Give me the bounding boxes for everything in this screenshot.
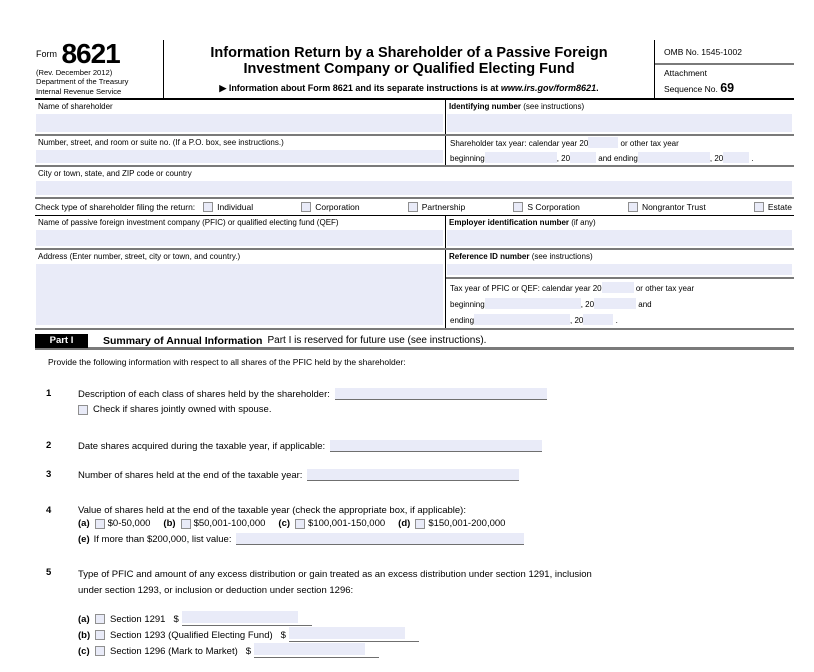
section-1291-label: Section 1291 — [110, 613, 166, 625]
shareholder-tax-year-line-2: beginning , 20 and ending , 20 . — [450, 153, 754, 163]
s-corporation-checkbox[interactable] — [513, 202, 523, 212]
section-1296-checkbox[interactable] — [95, 646, 105, 656]
line-4e — [78, 533, 794, 545]
line-2 — [46, 440, 794, 452]
shareholder-tax-year-line-1: Shareholder tax year: calendar year 20 or other tax year — [450, 139, 679, 149]
estate-checkbox[interactable] — [754, 202, 764, 212]
part-1-header — [35, 334, 794, 350]
value-0-50000-label: $0-50,000 — [107, 518, 151, 530]
form-header — [35, 40, 794, 100]
name-of-shareholder-field[interactable] — [36, 114, 443, 133]
individual-checkbox[interactable] — [203, 202, 213, 212]
check-type-label: Check type of shareholder filing the return: — [35, 202, 196, 213]
type-corporation: Corporation — [301, 202, 359, 212]
pfic-ending-date-field[interactable] — [474, 314, 570, 325]
type-s-corporation: S Corporation — [513, 202, 579, 212]
shareholder-beginning-date-field[interactable] — [485, 152, 557, 163]
shareholder-ending-date-field[interactable] — [638, 152, 710, 163]
line-4e-field[interactable] — [236, 533, 524, 545]
form-number-line — [36, 38, 160, 69]
section-1291-amount-field[interactable] — [182, 613, 312, 626]
line-1-number: 1 — [46, 388, 52, 400]
value-100001-150000-label: $100,001-150,000 — [308, 518, 386, 530]
city-field[interactable] — [36, 181, 792, 196]
line-3-label: Number of shares held at the end of the taxable year: — [78, 469, 519, 481]
form-title — [172, 45, 646, 77]
type-estate: Estate — [754, 202, 792, 212]
street-label: Number, street, and room or suite no. (If a P.O. box, see instructions.) — [38, 138, 284, 148]
section-1293-amount-field[interactable] — [289, 629, 419, 642]
line-5-label: Type of PFIC and amount of any excess distribution or gain treated as an excess distribution under section 1291, inclusion under section 1293, or inclusion or deduction under section 1296: — [78, 569, 592, 596]
omb-number: OMB No. 1545-1002 — [655, 40, 794, 65]
pfic-beginning-date-field[interactable] — [485, 298, 581, 309]
section-1296-amount-field[interactable] — [254, 645, 379, 658]
value-50001-100000-label: $50,001-100,000 — [193, 518, 266, 530]
section-1293-checkbox[interactable] — [95, 630, 105, 640]
section-1291-row: (a) Section 1291 $ — [78, 613, 794, 626]
section-1293-dollar: $ — [280, 629, 286, 641]
form-title-block — [164, 40, 655, 98]
line-4-number: 4 — [46, 505, 52, 517]
line-4 — [46, 505, 794, 516]
line-1 — [46, 388, 794, 400]
attachment-line-2: Sequence No. 69 — [664, 80, 735, 95]
pfic-name-label: Name of passive foreign investment company (PFIC) or qualified electing fund (QEF) — [38, 218, 339, 228]
pfic-tax-year-line-1: Tax year of PFIC or QEF: calendar year 20 or other tax year — [450, 284, 695, 294]
line-1-label: Description of each class of shares held by the shareholder: — [78, 388, 547, 400]
agency-line-1: Department of the Treasury — [36, 77, 129, 87]
option-d-letter: (d) — [398, 518, 411, 530]
value-0-50000-checkbox[interactable] — [95, 519, 105, 529]
value-150001-200000-checkbox[interactable] — [415, 519, 425, 529]
row-street-taxyear — [35, 136, 794, 167]
address-label: Address (Enter number, street, city or town, and country.) — [38, 252, 241, 262]
line-2-field[interactable] — [330, 440, 542, 452]
city-label: City or town, state, and ZIP code or country — [38, 169, 192, 179]
option-e-letter: (e) — [78, 533, 90, 545]
value-150001-200000-label: $150,001-200,000 — [428, 518, 506, 530]
shareholder-calendar-year-field[interactable] — [588, 137, 618, 148]
form-title-line-1: Information Return by a Shareholder of a Passive Foreign — [210, 45, 608, 61]
pfic-tax-year-line-2: beginning , 20 and — [450, 300, 652, 310]
agency-line-2: Internal Revenue Service — [36, 86, 122, 96]
reference-id-label: Reference ID number (see instructions) — [449, 252, 593, 262]
line-4-options — [78, 518, 794, 529]
section-1291-dollar: $ — [173, 613, 179, 625]
corporation-checkbox[interactable] — [301, 202, 311, 212]
pfic-calendar-year-field[interactable] — [602, 282, 634, 293]
row-shareholder-name — [35, 100, 794, 136]
identifying-number-field[interactable] — [447, 114, 792, 133]
part-1-title: Summary of Annual Information — [103, 334, 263, 347]
line-3-field[interactable] — [307, 469, 519, 481]
row-shareholder-type — [35, 199, 794, 216]
value-100001-150000-checkbox[interactable] — [295, 519, 305, 529]
omb-block — [655, 40, 794, 98]
type-partnership: Partnership — [408, 202, 465, 212]
part-1-intro: Provide the following information with respect to all shares of the PFIC held by the shareholder: — [48, 357, 406, 368]
section-1291-checkbox[interactable] — [95, 614, 105, 624]
form-word: Form — [36, 49, 57, 59]
line-4-label: Value of shares held at the end of the taxable year (check the appropriate box, if applicable): — [78, 505, 466, 517]
option-a-letter: (a) — [78, 518, 90, 530]
partnership-checkbox[interactable] — [408, 202, 418, 212]
nongrantor-trust-checkbox[interactable] — [628, 202, 638, 212]
line-5-options — [35, 613, 794, 658]
line-2-label: Date shares acquired during the taxable year, if applicable: — [78, 440, 542, 452]
line-1-field[interactable] — [335, 388, 547, 400]
instructions-note-url: www.irs.gov/form8621 — [500, 83, 597, 94]
type-individual: Individual — [203, 202, 253, 212]
form-title-line-2: Investment Company or Qualified Electing Fund — [243, 61, 575, 78]
row-pfic-name — [35, 216, 794, 250]
shareholder-ending-year-field[interactable] — [723, 152, 749, 163]
attachment-line-1: Attachment — [664, 68, 707, 79]
pfic-tax-year-block — [446, 279, 794, 328]
section-1293-row: (b) Section 1293 (Qualified Electing Fund) $ — [78, 629, 794, 642]
attachment-sequence — [655, 65, 794, 98]
line-2-number: 2 — [46, 440, 52, 452]
form-revision: (Rev. December 2012) — [36, 68, 113, 77]
row-address-refid — [35, 250, 794, 330]
part-1-badge: Part I — [35, 334, 88, 348]
jointly-owned-label: Check if shares jointly owned with spouse. — [93, 404, 272, 416]
reference-id-field[interactable] — [447, 264, 792, 276]
pfic-tax-year-line-3: ending , 20 . — [450, 316, 618, 326]
jointly-owned-checkbox[interactable] — [78, 405, 88, 415]
line-3-number: 3 — [46, 469, 52, 481]
section-1296-label: Section 1296 (Mark to Market) — [110, 645, 238, 657]
part-1-note: Part I is reserved for future use (see instructions). — [267, 335, 487, 347]
row-city — [35, 167, 794, 199]
identifying-number-label: Identifying number (see instructions) — [449, 102, 585, 112]
ein-field[interactable] — [447, 230, 792, 247]
shareholder-beginning-year-field[interactable] — [570, 152, 596, 163]
section-1293-label: Section 1293 (Qualified Electing Fund) — [110, 629, 273, 641]
pfic-ending-year-field[interactable] — [583, 314, 613, 325]
section-1296-row: (c) Section 1296 (Mark to Market) $ — [78, 645, 794, 658]
line-1-jointly-row — [78, 404, 794, 415]
street-field[interactable] — [36, 150, 443, 164]
option-c-letter: (c) — [278, 518, 291, 530]
form-8621 — [35, 40, 794, 658]
instructions-note-suffix: . — [596, 83, 599, 94]
instructions-note-prefix: ▶ Information about Form 8621 and its separate instructions is at — [219, 83, 501, 94]
pfic-name-field[interactable] — [36, 230, 443, 247]
instructions-note — [172, 83, 646, 95]
line-5-number: 5 — [46, 567, 52, 579]
option-b-letter: (b) — [163, 518, 176, 530]
value-50001-100000-checkbox[interactable] — [181, 519, 191, 529]
section-1296-dollar: $ — [245, 645, 252, 657]
line-4e-label: If more than $200,000, list value: — [93, 533, 232, 545]
form-number-block — [35, 40, 164, 98]
attachment-sequence-number: 69 — [720, 80, 735, 95]
form-number: 8621 — [61, 38, 120, 69]
line-5 — [46, 567, 794, 597]
type-nongrantor-trust: Nongrantor Trust — [628, 202, 706, 212]
ein-label: Employer identification number (if any) — [449, 218, 596, 228]
line-3 — [46, 469, 794, 481]
pfic-beginning-year-field[interactable] — [594, 298, 636, 309]
name-of-shareholder-label: Name of shareholder — [38, 102, 113, 112]
address-field[interactable] — [36, 264, 443, 326]
